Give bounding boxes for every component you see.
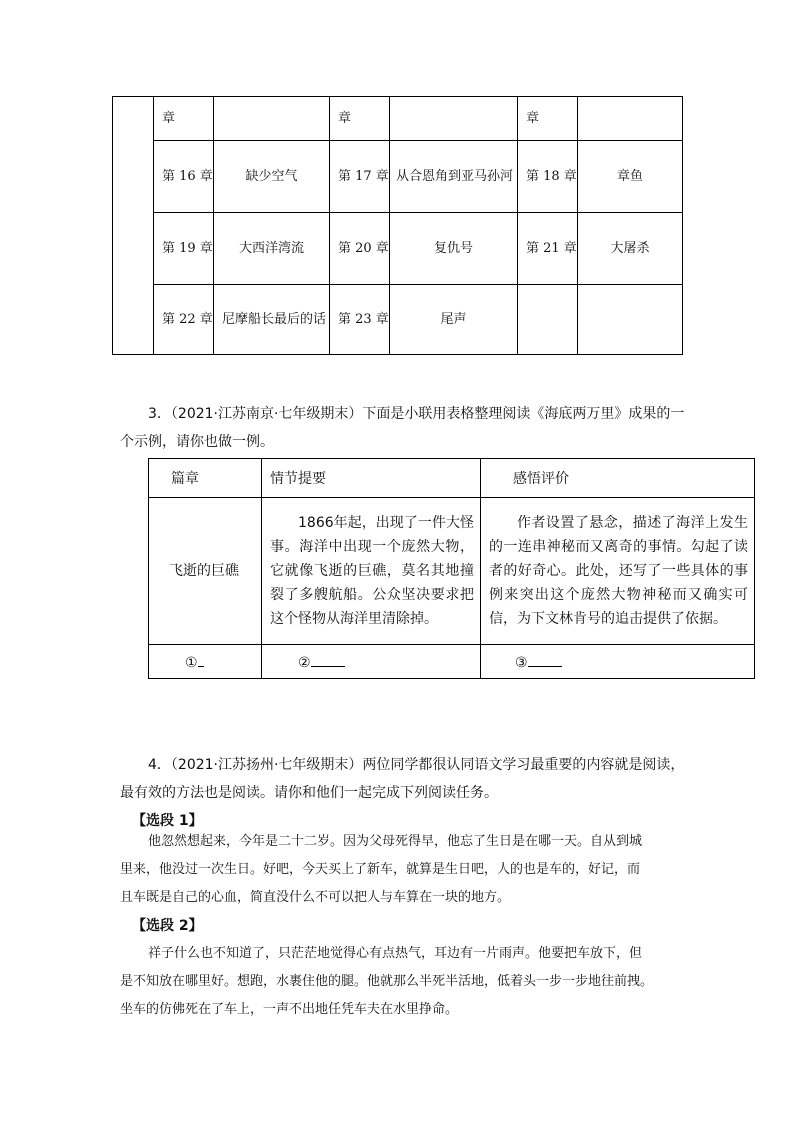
header-plot: 情节提要: [262, 459, 481, 498]
table-row: [113, 97, 683, 141]
chapter-number: 第 23 章: [330, 285, 390, 355]
blank-2-label: ②: [298, 655, 311, 671]
chapter-number: 章: [518, 97, 578, 141]
excerpt-2-line: 坐车的仿佛死在了车上，一声不出地任凭车夫在水里挣命。: [120, 1002, 459, 1017]
question-3-line-2: 个示例，请你也做一例。: [120, 434, 274, 450]
header-review: 感悟评价: [481, 459, 755, 498]
chapter-title: 尼摩船长最后的话: [214, 285, 330, 355]
reading-table: [148, 458, 755, 679]
question-4-line-2: 最有效的方法也是阅读。请你和他们一起完成下列阅读任务。: [120, 785, 498, 801]
blank-2-line: [311, 652, 345, 667]
example-chapter: 飞逝的巨礁: [149, 498, 262, 645]
chapter-number: 章: [330, 97, 390, 141]
chapter-title: [214, 97, 330, 141]
chapter-title: 大西洋湾流: [214, 213, 330, 285]
header-chapter: 篇章: [149, 459, 262, 498]
excerpt-2-title: 【选段 2】: [132, 918, 203, 934]
table-row: [113, 285, 683, 355]
chapter-number: 第 17 章: [330, 141, 390, 213]
excerpt-2-line: 是不知放在哪里好。想跑，水裹住他的腿。他就那么半死半活地，低着头一步一步地往前拽。: [120, 974, 654, 989]
chapter-number: 第 16 章: [154, 141, 214, 213]
blank-2[interactable]: [262, 645, 481, 679]
chapter-number: 章: [154, 97, 214, 141]
excerpt-1-line: 他忽然想起来，今年是二十二岁。因为父母死得早，他忘了生日是在哪一天。自从到城: [148, 834, 643, 849]
chapter-number: 第 18 章: [518, 141, 578, 213]
chapter-number: 第 19 章: [154, 213, 214, 285]
excerpt-1-title: 【选段 1】: [132, 813, 203, 829]
chapter-number: 第 21 章: [518, 213, 578, 285]
chapter-title: [578, 97, 683, 141]
table-header-row: [149, 459, 755, 498]
blank-3-label: ③: [515, 655, 528, 671]
chapter-number: 第 20 章: [330, 213, 390, 285]
chapter-number: [518, 285, 578, 355]
example-review: 作者设置了悬念，描述了海洋上发生的一连串神秘而又离奇的事情。勾起了读者的好奇心。此处，还写了一些具体的事例来突出这个庞然大物神秘而又确实可信，为下文林肯号的追击提供了依据。: [481, 498, 755, 645]
chapter-title: 从合恩角到亚马孙河: [390, 141, 518, 213]
excerpt-1-line: 且车既是自己的心血，简直没什么不可以把人与车算在一块的地方。: [120, 890, 511, 905]
blank-1[interactable]: [149, 645, 262, 679]
blank-3[interactable]: [481, 645, 755, 679]
blank-1-line: [198, 652, 204, 667]
excerpt-2-line: 祥子什么也不知道了，只茫茫地觉得心有点热气，耳边有一片雨声。他要把车放下，但: [148, 946, 643, 961]
chapter-table: [112, 96, 683, 355]
chapter-title: 缺少空气: [214, 141, 330, 213]
excerpt-1-line: 里来，他没过一次生日。好吧，今天买上了新车，就算是生日吧，人的也是车的，好记，而: [120, 862, 641, 877]
chapter-title: [578, 285, 683, 355]
table-row: [113, 213, 683, 285]
chapter-number: 第 22 章: [154, 285, 214, 355]
question-3-line-1: 3．（2021·江苏南京·七年级期末）下面是小联用表格整理阅读《海底两万里》成果的一: [148, 406, 685, 422]
table-row: [113, 141, 683, 213]
chapter-title: 章鱼: [578, 141, 683, 213]
chapter-title: [390, 97, 518, 141]
blank-3-line: [528, 652, 562, 667]
table-row: [149, 498, 755, 645]
example-plot: 1866年起，出现了一件大怪事。海洋中出现一个庞然大物，它就像飞逝的巨礁，莫名其地撞裂了多艘航船。公众坚决要求把这个怪物从海洋里清除掉。: [262, 498, 481, 645]
table-row: [149, 645, 755, 679]
table-side-cell: [113, 97, 154, 355]
chapter-title: 大屠杀: [578, 213, 683, 285]
chapter-title: 尾声: [390, 285, 518, 355]
blank-1-label: ①: [185, 655, 198, 671]
question-4-line-1: 4．（2021·江苏扬州·七年级期末）两位同学都很认同语文学习最重要的内容就是阅读，: [148, 757, 685, 773]
chapter-title: 复仇号: [390, 213, 518, 285]
